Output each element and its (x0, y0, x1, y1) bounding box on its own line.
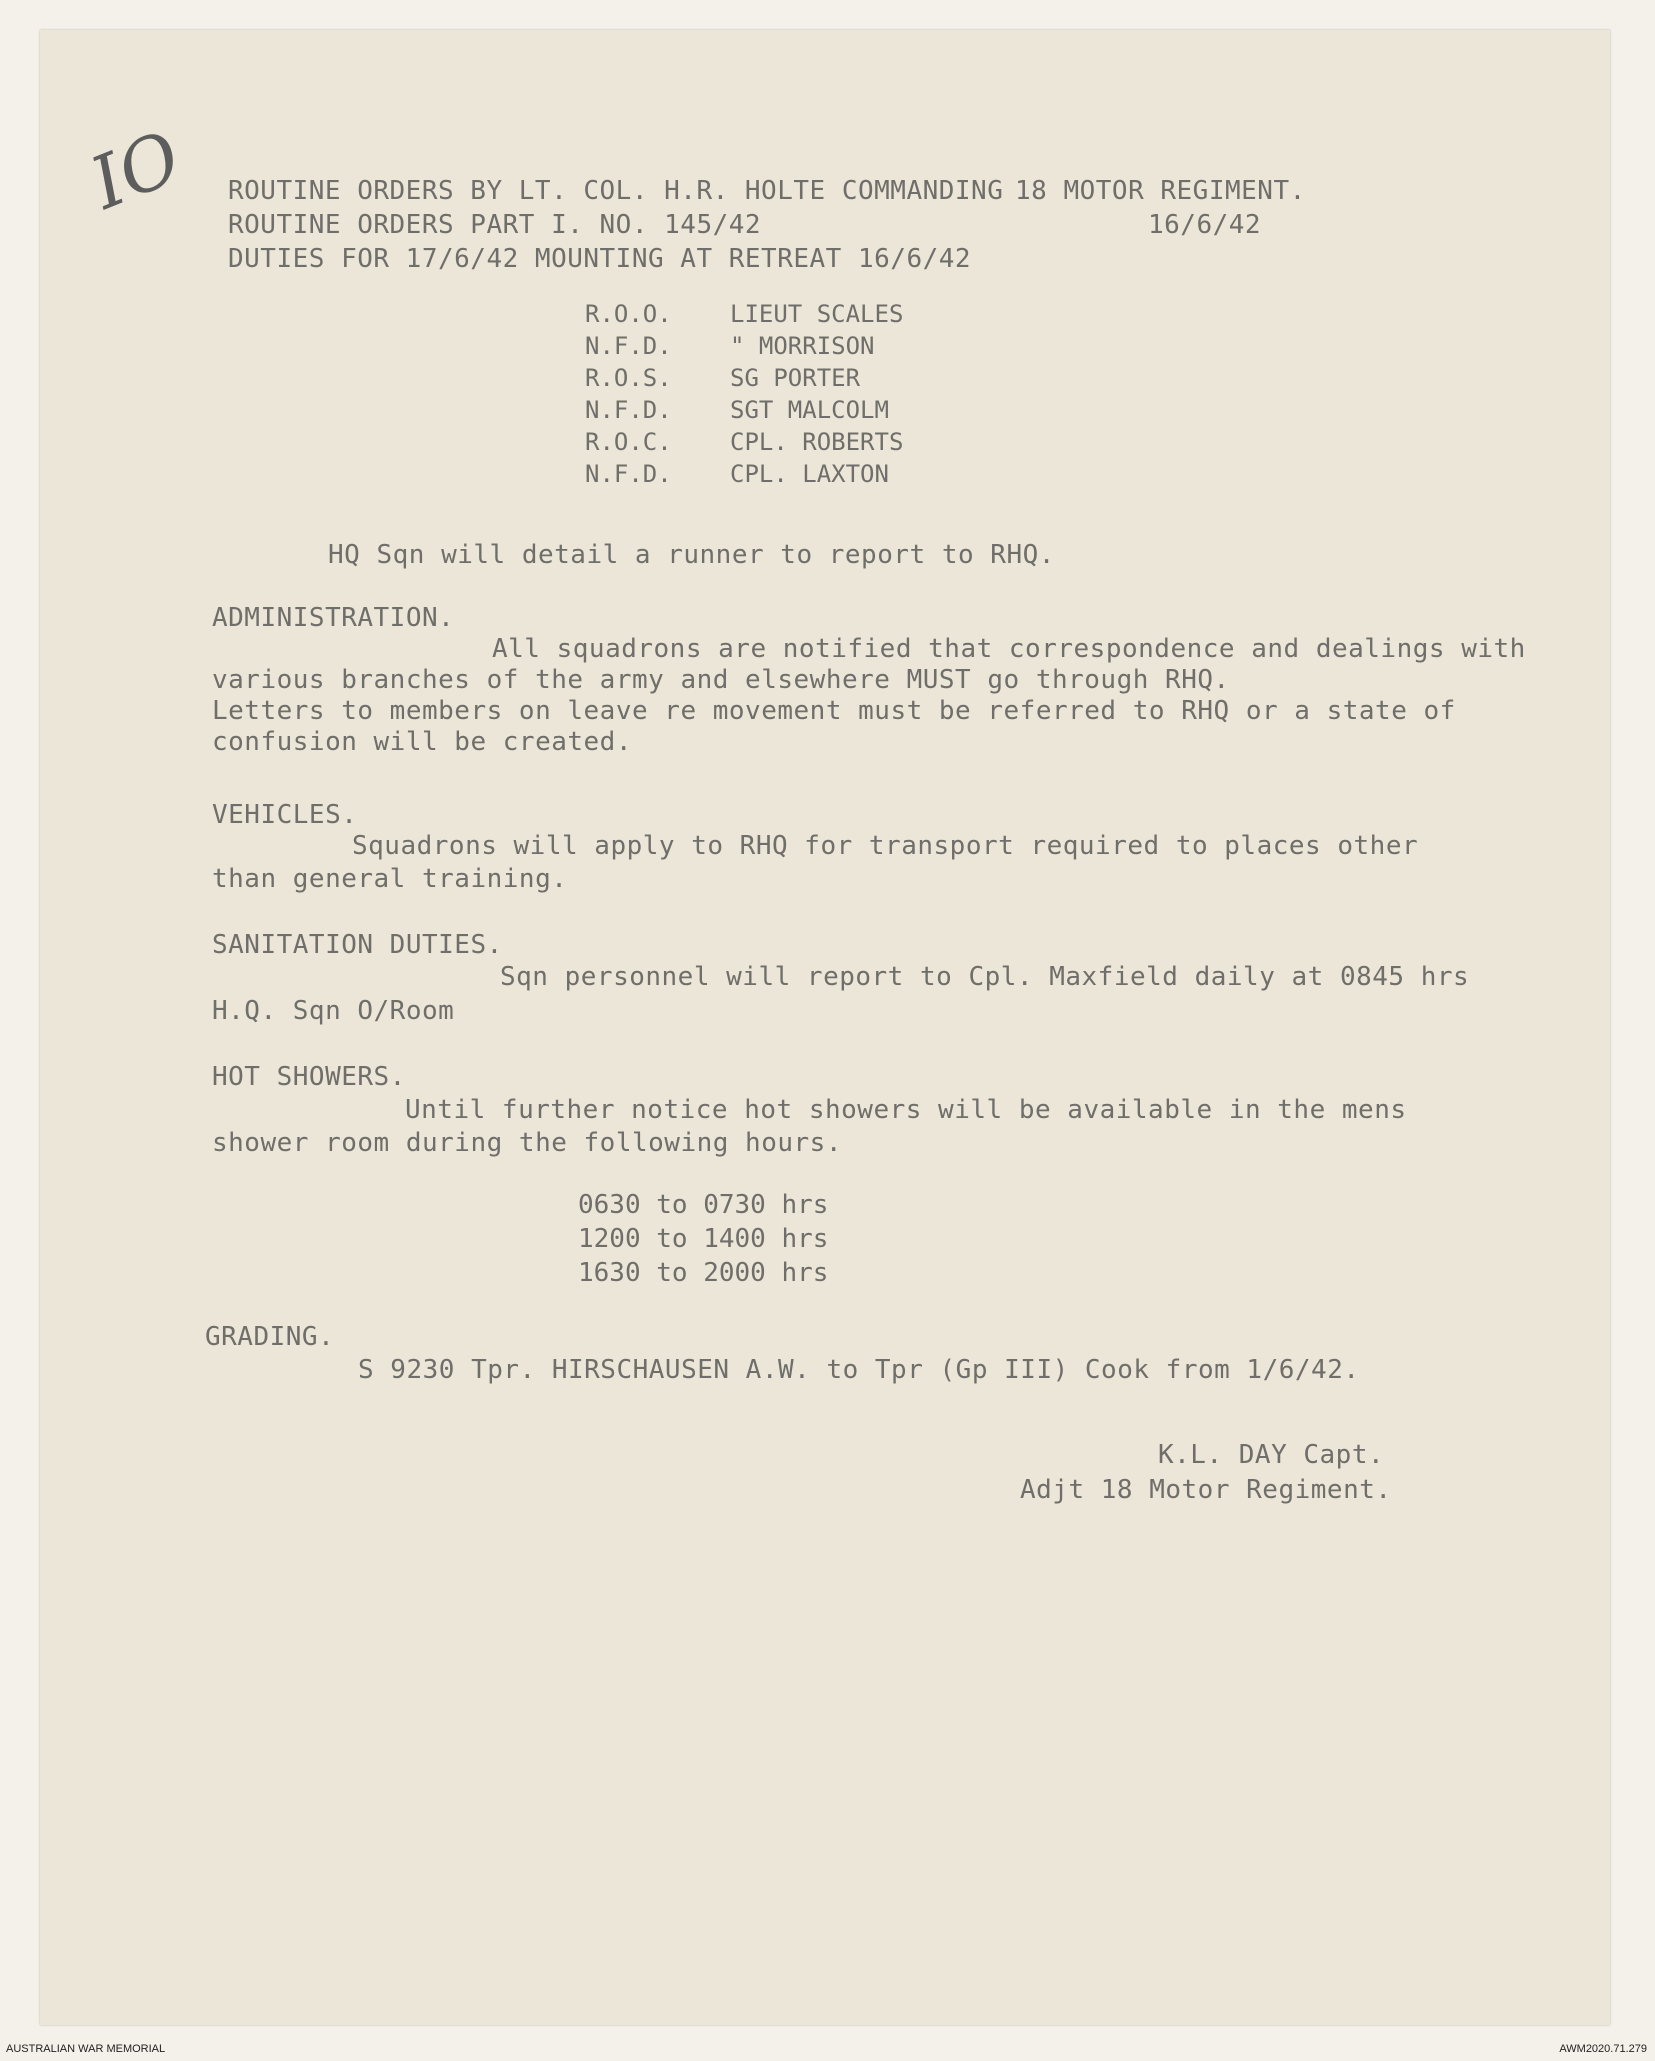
duty-roster (585, 300, 1085, 492)
duty-row (585, 364, 1085, 396)
duty-appointment: R.O.S. (585, 364, 672, 392)
sanitation-heading: SANITATION DUTIES. (212, 930, 503, 960)
hot-showers-line-2: shower room during the following hours. (212, 1128, 842, 1158)
administration-line-4: confusion will be created. (212, 727, 632, 757)
duty-appointment: N.F.D. (585, 460, 672, 488)
duty-name: SGT MALCOLM (730, 396, 889, 424)
sanitation-line-2: H.Q. Sqn O/Room (212, 996, 455, 1026)
shower-hours-item: 0630 to 0730 hrs (578, 1190, 829, 1220)
handwritten-mark: IO (79, 114, 193, 226)
duty-row (585, 396, 1085, 428)
duty-appointment: R.O.O. (585, 300, 672, 328)
duty-appointment: N.F.D. (585, 396, 672, 424)
hot-showers-line-1: Until further notice hot showers will be available in the mens (405, 1095, 1407, 1125)
grading-heading: GRADING. (205, 1322, 335, 1352)
duty-appointment: N.F.D. (585, 332, 672, 360)
administration-heading: ADMINISTRATION. (212, 603, 455, 633)
signature-name: K.L. DAY Capt. (1158, 1440, 1385, 1470)
header-line-3: DUTIES FOR 17/6/42 MOUNTING AT RETREAT 16/6/42 (228, 244, 972, 274)
administration-line-2: various branches of the army and elsewhere MUST go through RHQ. (212, 665, 1230, 695)
sanitation-line-1: Sqn personnel will report to Cpl. Maxfield daily at 0845 hrs (500, 962, 1470, 992)
duty-name: " MORRISON (730, 332, 875, 360)
duty-row (585, 300, 1085, 332)
shower-hours-item: 1200 to 1400 hrs (578, 1224, 829, 1254)
shower-hours-list (578, 1190, 828, 1292)
vehicles-line-1: Squadrons will apply to RHQ for transport required to places other (352, 831, 1419, 861)
footer-accession-number: AWM2020.71.279 (1559, 2043, 1647, 2055)
header-date: 16/6/42 (1148, 210, 1262, 240)
grading-line-1: S 9230 Tpr. HIRSCHAUSEN A.W. to Tpr (Gp III) Cook from 1/6/42. (358, 1355, 1360, 1385)
shower-hours-item: 1630 to 2000 hrs (578, 1258, 829, 1288)
duty-row (585, 428, 1085, 460)
footer-source: AUSTRALIAN WAR MEMORIAL (6, 2043, 166, 2055)
header-line-1-unit: 18 MOTOR REGIMENT. (1015, 176, 1306, 206)
administration-line-3: Letters to members on leave re movement must be referred to RHQ or a state of (212, 696, 1456, 726)
vehicles-line-2: than general training. (212, 864, 568, 894)
duty-name: CPL. LAXTON (730, 460, 889, 488)
duty-row (585, 460, 1085, 492)
hot-showers-heading: HOT SHOWERS. (212, 1062, 406, 1092)
duty-appointment: R.O.C. (585, 428, 672, 456)
header-line-2: ROUTINE ORDERS PART I. NO. 145/42 (228, 210, 762, 240)
administration-line-1: All squadrons are notified that correspondence and dealings with (492, 634, 1526, 664)
duty-name: CPL. ROBERTS (730, 428, 904, 456)
signature-title: Adjt 18 Motor Regiment. (1020, 1475, 1392, 1505)
duty-name: SG PORTER (730, 364, 861, 392)
runner-note: HQ Sqn will detail a runner to report to RHQ. (328, 540, 1055, 570)
duty-name: LIEUT SCALES (730, 300, 904, 328)
vehicles-heading: VEHICLES. (212, 800, 358, 830)
duty-row (585, 332, 1085, 364)
header-line-1: ROUTINE ORDERS BY LT. COL. H.R. HOLTE COMMANDING (228, 176, 1004, 206)
